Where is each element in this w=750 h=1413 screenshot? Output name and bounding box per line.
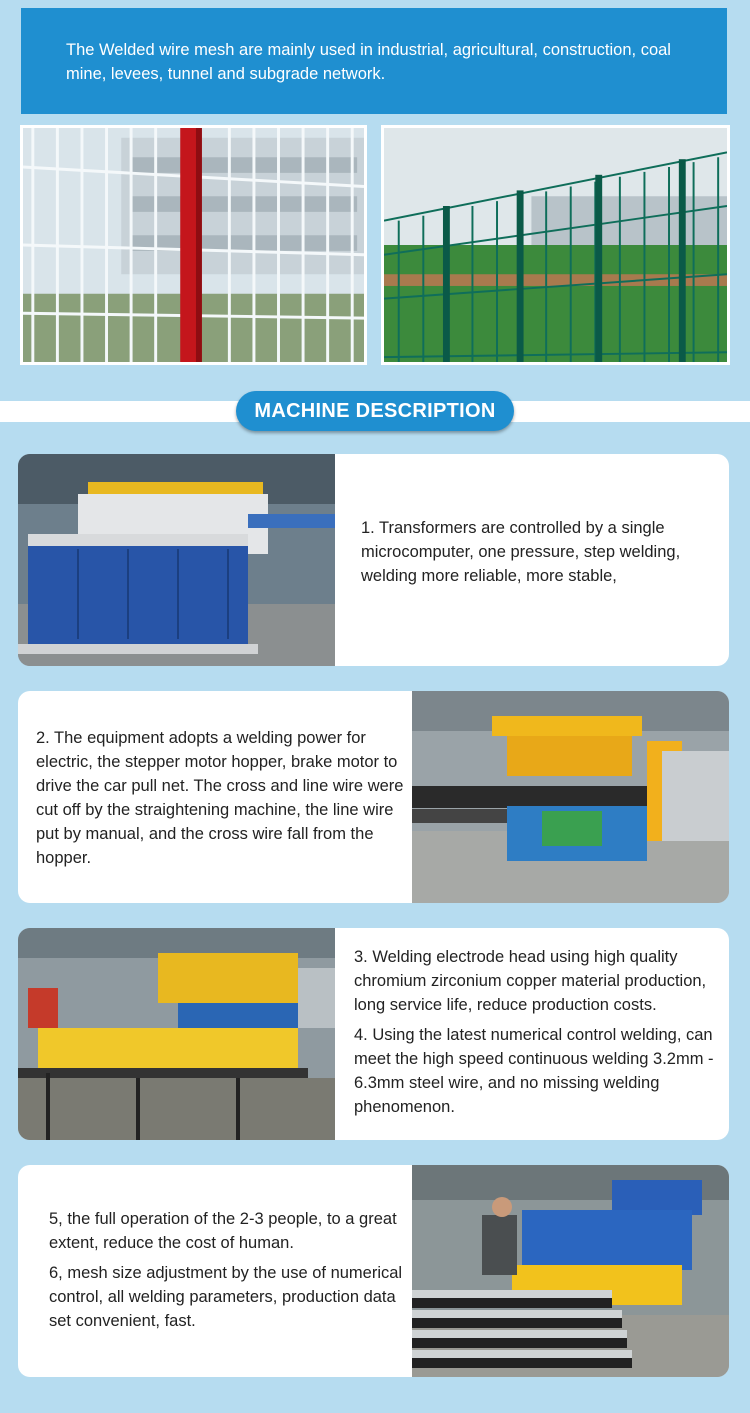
intro-banner xyxy=(21,8,727,114)
feature-card-1 xyxy=(18,454,729,666)
welding-machine-photo-4 xyxy=(412,1165,729,1377)
feature-paragraph: 2. The equipment adopts a welding power for electric, the stepper motor hopper, brake motor to drive the car pull net. The cross and line wire were cut off by the straightening machine, the line wire put by manual, and the cross wire fall from the hopper. xyxy=(36,729,404,867)
feature-paragraph: 4. Using the latest numerical control welding, can meet the high speed continuous welding 3.2mm - 6.3mm steel wire, and no missing welding phenomenon. xyxy=(354,1026,714,1116)
feature-text-2 xyxy=(36,726,411,876)
feature-paragraph: 3. Welding electrode head using high quality chromium zirconium copper material production, long service life, reduce production costs. xyxy=(354,948,707,1014)
feature-paragraph: 6, mesh size adjustment by the use of numerical control, all welding parameters, production data set convenient, fast. xyxy=(49,1264,403,1330)
feature-paragraph: 1. Transformers are controlled by a single microcomputer, one pressure, step welding, welding more reliable, more stable, xyxy=(361,519,681,585)
feature-text-4 xyxy=(49,1207,404,1339)
feature-text-3 xyxy=(354,945,726,1125)
green-fence-photo xyxy=(381,125,730,365)
feature-paragraph: 5, the full operation of the 2-3 people, to a great extent, reduce the cost of human. xyxy=(49,1210,397,1252)
feature-card-2 xyxy=(18,691,729,903)
welding-machine-photo-1 xyxy=(18,454,335,666)
feature-card-4 xyxy=(18,1165,729,1377)
welding-machine-photo-3 xyxy=(18,928,335,1140)
white-fence-photo xyxy=(20,125,367,365)
welding-machine-photo-2 xyxy=(412,691,729,903)
feature-card-3 xyxy=(18,928,729,1140)
feature-text-1 xyxy=(361,516,719,594)
intro-text: The Welded wire mesh are mainly used in industrial, agricultural, construction, coal mine, levees, tunnel and subgrade network. xyxy=(66,41,671,83)
section-title: MACHINE DESCRIPTION xyxy=(236,391,514,431)
